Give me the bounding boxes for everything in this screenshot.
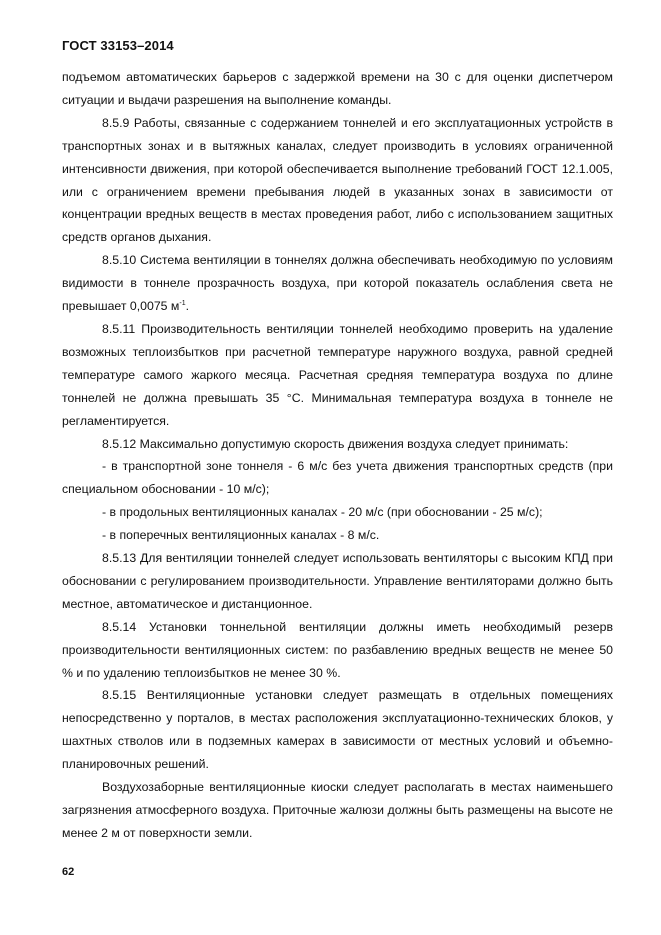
list-item-longitudinal-channels: - в продольных вентиляционных каналах - 20 м/с (при обосновании - 25 м/с); [102,505,543,520]
paragraph-8-5-10-superscript: -1 [179,299,186,307]
paragraph-8-5-10 [62,249,613,318]
paragraph-8-5-9: 8.5.9 Работы, связанные с содержанием тоннелей и его эксплуатационных устройств в транспортных зонах и в вытяжных каналах, следует производить в условиях ограниченной интенсивности движения, при которой обеспечивается выполнение требований ГОСТ 12.1.005, или с ограничением времени пребывания людей в указанных зонах в зависимости от концентрации вредных веществ в местах проведения работ, либо с использованием защитных средств органов дыхания. [62,115,613,245]
document-body [62,66,613,845]
document-header-standard-id: ГОСТ 33153–2014 [62,38,174,53]
paragraph-continuation: подъемом автоматических барьеров с задержкой времени на 30 с для оценки диспетчером ситуации и выдачи разрешения на выполнение команды. [62,70,613,107]
paragraph-8-5-10-text: 8.5.10 Система вентиляции в тоннелях должна обеспечивать необходимую по условиям видимости в тоннеле прозрачность воздуха, при которой показатель ослабления света не превышает 0,0075 м [62,253,613,314]
paragraph-air-intake-kiosks: Воздухозаборные вентиляционные киоски следует располагать в местах наименьшего загрязнения атмосферного воздуха. Приточные жалюзи должны быть размещены на высоте не менее 2 м от поверхности земли. [62,780,613,840]
list-item-transverse-channels: - в поперечных вентиляционных каналах - 8 м/с. [102,528,380,543]
paragraph-8-5-12: 8.5.12 Максимально допустимую скорость движения воздуха следует принимать: [102,436,569,451]
paragraph-8-5-15: 8.5.15 Вентиляционные установки следует размещать в отдельных помещениях непосредственно у порталов, в местах расположения эксплуатационно-технических блоков, у шахтных стволов или в подземных камерах в зависимости от местных условий и объемно-планировочных решений. [62,688,613,772]
paragraph-8-5-13: 8.5.13 Для вентиляции тоннелей следует использовать вентиляторы с высоким КПД при обосновании с регулированием производительности. Управление вентиляторами должно быть местное, автоматическое и дистанционное. [62,551,613,611]
paragraph-8-5-11: 8.5.11 Производительность вентиляции тоннелей необходимо проверить на удаление возможных теплоизбытков при расчетной температуре наружного воздуха, равной средней температуре самого жаркого месяца. Расчетная средняя температура воздуха по длине тоннелей не должна превышать 35 °С. Минимальная температура воздуха в тоннеле не регламентируется. [62,321,613,428]
paragraph-8-5-14: 8.5.14 Установки тоннельной вентиляции должны иметь необходимый резерв производительности вентиляционных систем: по разбавлению вредных веществ не менее 50 % и по удалению теплоизбытков не менее 30 %. [62,619,613,680]
page-number: 62 [62,866,75,878]
list-item-transport-zone: - в транспортной зоне тоннеля - 6 м/с без учета движения транспортных средств (при специальном обосновании - 10 м/с); [62,459,613,497]
paragraph-8-5-10-end: . [185,299,190,314]
